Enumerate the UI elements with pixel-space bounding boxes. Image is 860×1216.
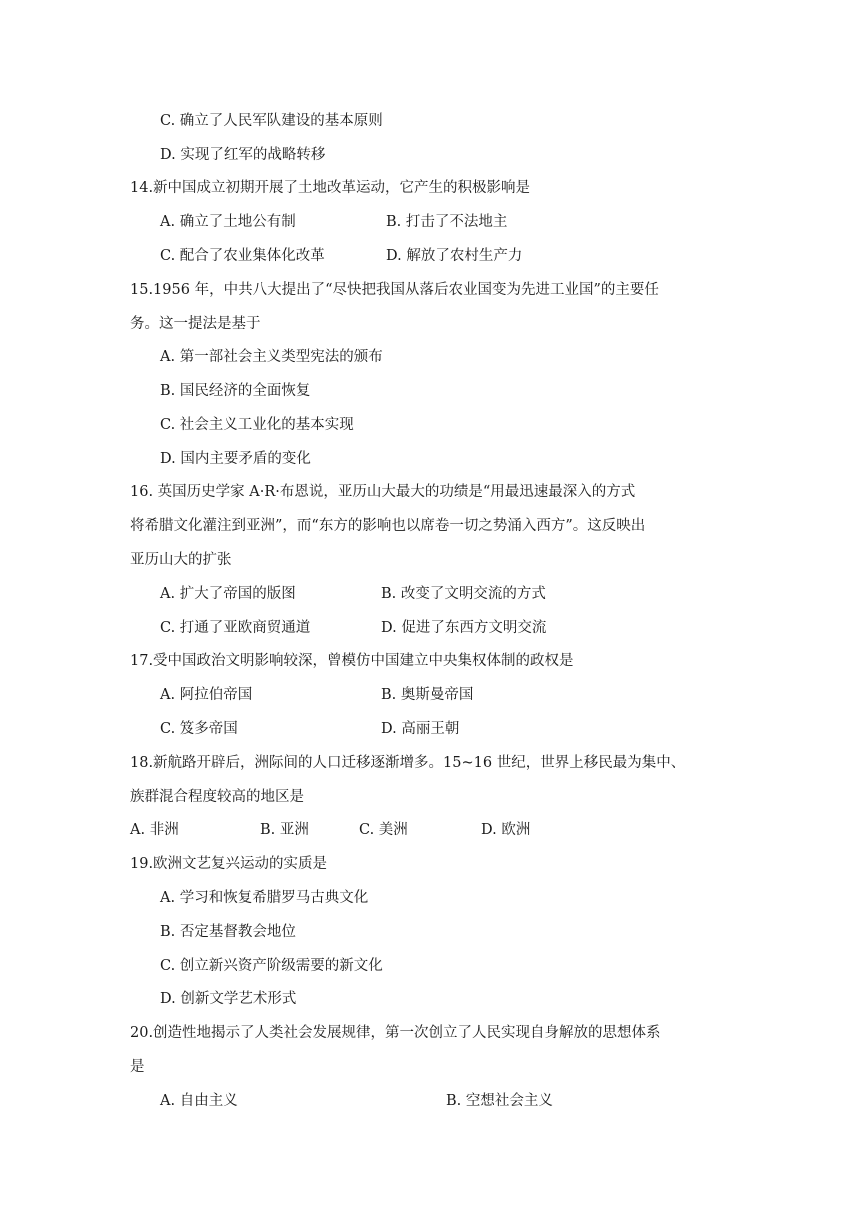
q14-option-b: B. 打击了不法地主 bbox=[386, 214, 508, 230]
q14-stem: 14.新中国成立初期开展了土地改革运动，它产生的积极影响是 bbox=[130, 180, 531, 196]
q19-option-d: D. 创新文学艺术形式 bbox=[160, 991, 297, 1007]
q13-option-c: C. 确立了人民军队建设的基本原则 bbox=[160, 113, 383, 129]
q16-option-c: C. 打通了亚欧商贸通道 bbox=[160, 620, 311, 636]
q18-option-c: C. 美洲 bbox=[359, 822, 408, 838]
q19-option-b: B. 否定基督教会地位 bbox=[160, 924, 296, 940]
q16-stem-line2: 将希腊文化灌注到亚洲”，而“东方的影响也以席卷一切之势涌入西方”。这反映出 bbox=[130, 518, 646, 534]
q16-option-b: B. 改变了文明交流的方式 bbox=[381, 586, 546, 602]
q15-option-d: D. 国内主要矛盾的变化 bbox=[160, 451, 311, 467]
q17-option-b: B. 奥斯曼帝国 bbox=[381, 687, 474, 703]
q18-stem-line2: 族群混合程度较高的地区是 bbox=[130, 789, 304, 805]
q19-option-a: A. 学习和恢复希腊罗马古典文化 bbox=[160, 890, 369, 906]
q15-option-c: C. 社会主义工业化的基本实现 bbox=[160, 417, 354, 433]
q20-stem-line1: 20.创造性地揭示了人类社会发展规律，第一次创立了人民实现自身解放的思想体系 bbox=[130, 1025, 661, 1041]
q15-stem-line2: 务。这一提法是基于 bbox=[130, 316, 261, 332]
q16-stem-line3: 亚历山大的扩张 bbox=[130, 552, 232, 568]
q13-option-d: D. 实现了红军的战略转移 bbox=[160, 147, 326, 163]
q20-stem-line2: 是 bbox=[130, 1059, 145, 1075]
q18-stem-line1: 18.新航路开辟后，洲际间的人口迁移逐渐增多。15~16 世纪，世界上移民最为集中、 bbox=[130, 755, 686, 771]
q17-stem: 17.受中国政治文明影响较深，曾模仿中国建立中央集权体制的政权是 bbox=[130, 653, 574, 669]
q18-option-d: D. 欧洲 bbox=[481, 822, 531, 838]
q15-option-b: B. 国民经济的全面恢复 bbox=[160, 383, 311, 399]
q18-option-b: B. 亚洲 bbox=[260, 822, 309, 838]
q14-option-d: D. 解放了农村生产力 bbox=[386, 248, 523, 264]
q20-option-b: B. 空想社会主义 bbox=[446, 1093, 553, 1109]
q20-option-a: A. 自由主义 bbox=[160, 1093, 238, 1109]
q19-stem: 19.欧洲文艺复兴运动的实质是 bbox=[130, 856, 328, 872]
q16-option-a: A. 扩大了帝国的版图 bbox=[160, 586, 296, 602]
q17-option-a: A. 阿拉伯帝国 bbox=[160, 687, 253, 703]
q15-option-a: A. 第一部社会主义类型宪法的颁布 bbox=[160, 349, 383, 365]
q18-option-a: A. 非洲 bbox=[130, 822, 179, 838]
q14-option-a: A. 确立了土地公有制 bbox=[160, 214, 296, 230]
q15-stem-line1: 15.1956 年，中共八大提出了“尽快把我国从落后农业国变为先进工业国”的主要任 bbox=[130, 282, 659, 298]
q19-option-c: C. 创立新兴资产阶级需要的新文化 bbox=[160, 958, 383, 974]
q14-option-c: C. 配合了农业集体化改革 bbox=[160, 248, 325, 264]
q17-option-d: D. 高丽王朝 bbox=[381, 721, 460, 737]
q17-option-c: C. 笈多帝国 bbox=[160, 721, 238, 737]
q16-stem-line1: 16. 英国历史学家 A·R·布恩说，亚历山大最大的功绩是“用最迅速最深入的方式 bbox=[130, 484, 636, 500]
q16-option-d: D. 促进了东西方文明交流 bbox=[381, 620, 547, 636]
